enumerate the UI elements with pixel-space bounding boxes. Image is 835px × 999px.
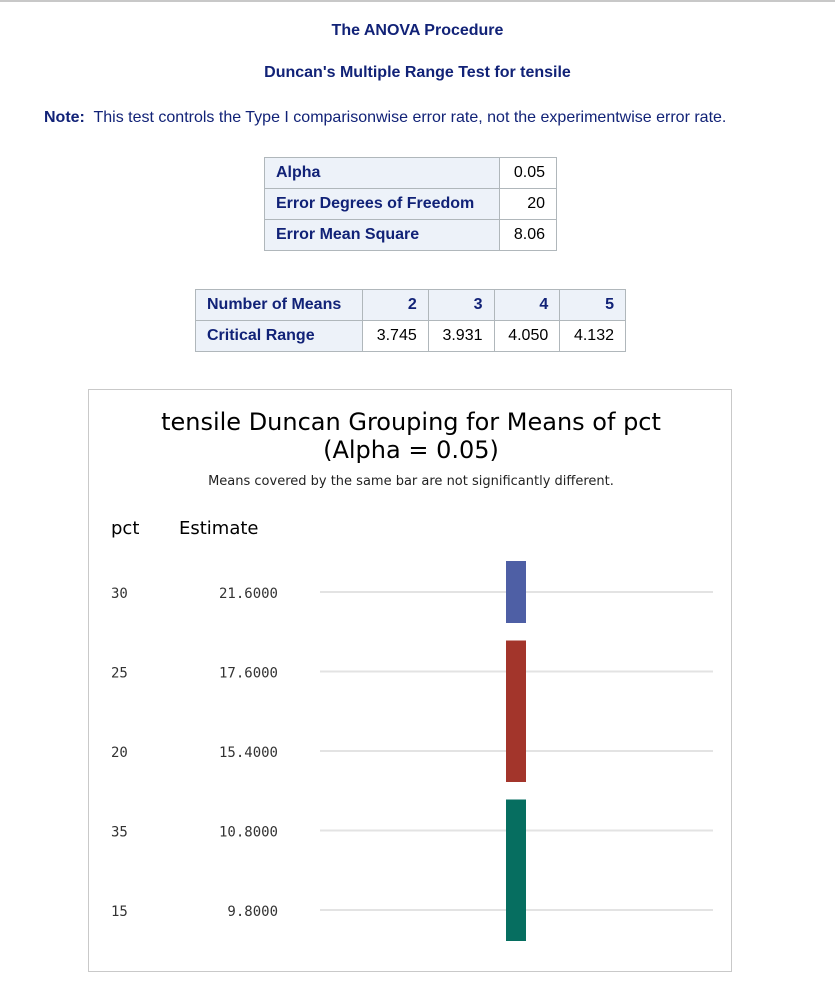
critical-range-table bbox=[195, 289, 626, 352]
group-label: 20 bbox=[111, 745, 128, 761]
group-label: 25 bbox=[111, 665, 128, 682]
grouping-rows bbox=[111, 586, 713, 920]
group-label: 35 bbox=[111, 824, 128, 841]
plot-title-line2: (Alpha = 0.05) bbox=[323, 436, 499, 464]
critical-range-header: Critical Range bbox=[196, 321, 363, 352]
group-label: 30 bbox=[111, 586, 128, 602]
group-column-header: pct bbox=[111, 518, 140, 539]
top-divider bbox=[0, 0, 835, 2]
estimate-label: 17.6000 bbox=[218, 665, 278, 682]
table-row bbox=[196, 290, 626, 321]
row-value: 20 bbox=[500, 189, 557, 220]
critical-range-value: 4.132 bbox=[560, 321, 626, 352]
note-text: This test controls the Type I comparisonwise error rate, not the experimentwise error rate. bbox=[93, 109, 727, 126]
estimate-label: 9.8000 bbox=[227, 904, 278, 920]
group-label: 15 bbox=[111, 904, 128, 920]
row-value: 8.06 bbox=[500, 220, 557, 251]
column-header: 2 bbox=[363, 290, 429, 321]
grouping-bars bbox=[506, 561, 526, 941]
row-label: Error Degrees of Freedom bbox=[265, 189, 500, 220]
note bbox=[44, 109, 726, 127]
grouping-bar bbox=[506, 641, 526, 783]
table-row bbox=[265, 220, 557, 251]
estimate-label: 21.6000 bbox=[218, 586, 278, 602]
critical-range-value: 3.931 bbox=[428, 321, 494, 352]
procedure-title: The ANOVA Procedure bbox=[331, 22, 504, 39]
column-header: 4 bbox=[494, 290, 560, 321]
table-row bbox=[265, 158, 557, 189]
grouping-bar bbox=[506, 800, 526, 942]
plot-subtitle: Means covered by the same bar are not significantly different. bbox=[208, 474, 614, 489]
column-header: 3 bbox=[428, 290, 494, 321]
row-value: 0.05 bbox=[500, 158, 557, 189]
plot-svg bbox=[89, 390, 731, 971]
test-title: Duncan's Multiple Range Test for tensile bbox=[264, 64, 571, 81]
table-row bbox=[265, 189, 557, 220]
number-of-means-header: Number of Means bbox=[196, 290, 363, 321]
critical-range-value: 3.745 bbox=[363, 321, 429, 352]
note-label: Note: bbox=[44, 109, 85, 126]
stats-table bbox=[264, 157, 557, 251]
row-label: Error Mean Square bbox=[265, 220, 500, 251]
duncan-grouping-plot bbox=[88, 389, 732, 972]
table-row bbox=[196, 321, 626, 352]
plot-title-line1: tensile Duncan Grouping for Means of pct bbox=[161, 408, 661, 436]
critical-range-value: 4.050 bbox=[494, 321, 560, 352]
estimate-column-header: Estimate bbox=[179, 518, 259, 539]
estimate-label: 15.4000 bbox=[218, 745, 278, 761]
column-header: 5 bbox=[560, 290, 626, 321]
estimate-label: 10.8000 bbox=[218, 824, 278, 841]
grouping-bar bbox=[506, 561, 526, 623]
row-label: Alpha bbox=[265, 158, 500, 189]
